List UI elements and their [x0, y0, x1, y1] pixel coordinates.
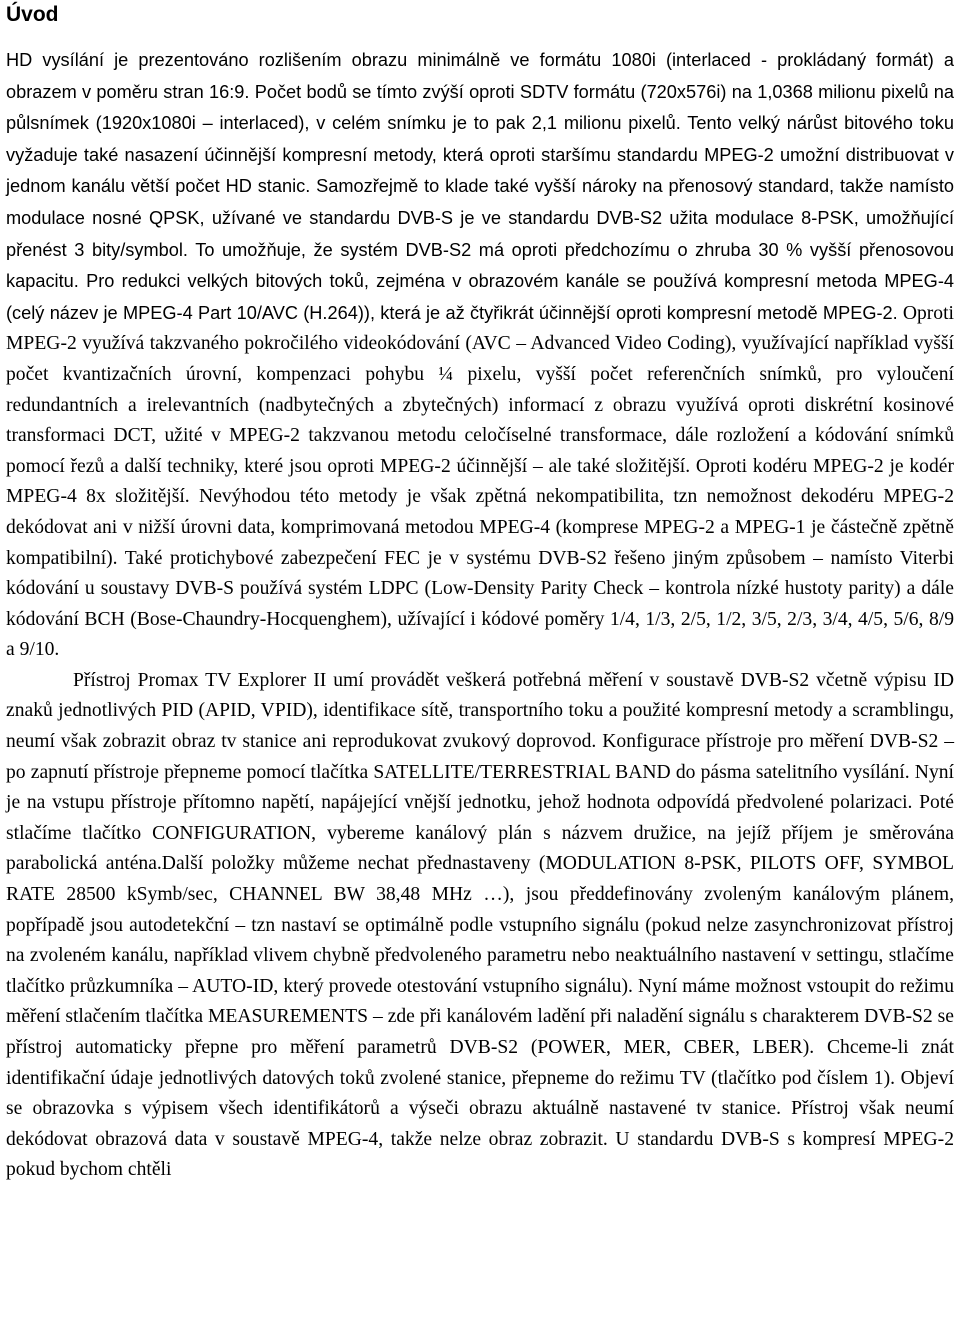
document-page: [6, 0, 954, 1186]
measurement-paragraph: [6, 666, 954, 1186]
intro-paragraph-serif-text: Oproti MPEG-2 využívá takzvaného pokročilého videokódování (AVC – Advanced Video Coding), využívající například vyšší počet kvantizačních úrovní, kompenzaci pohybu ¼ pixelu, vyšší počet referenčních snímků, pro vyloučení redundantních a irelevantních (nadbytečných a zbytečných) informací z obrazu využívá oproti diskrétní kosinové transformaci DCT, užité v MPEG-2 takzvanou metodu celočíselné transformace, dále rozložení a kódování snímků pomocí řezů a další techniky, které jsou oproti MPEG-2 účinnější – ale také složitější. Oproti kodéru MPEG-2 je kodér MPEG-4 8x složitější. Nevýhodou této metody je však zpětná nekompatibilita, tzn nemožnost dekodéru MPEG-2 dekódovat ani v nižší úrovni data, komprimovaná metodou MPEG-4 (komprese MPEG-2 a MPEG-1 je částečně zpětně kompatibilní). Také protichybové zabezpečení FEC je v systému DVB-S2 řešeno jiným způsobem – namísto Viterbi kódování u soustavy DVB-S používá systém LDPC (Low-Density Parity Check – kontrola nízké hustoty parity) a dále kódování BCH (Bose-Chaundry-Hocquenghem), užívající i kódové poměry 1/4, 1/3, 2/5, 1/2, 3/5, 2/3, 3/4, 4/5, 5/6, 8/9 a 9/10.: [6, 302, 954, 661]
intro-paragraph-sans-text: HD vysílání je prezentováno rozlišením obrazu minimálně ve formátu 1080i (interlaced - prokládaný formát) a obrazem v poměru stran 16:9. Počet bodů se tímto zvýší oproti SDTV formátu (720x576i) na 1,0368 milionu pixelů na půlsnímek (1920x1080i – interlaced), v celém snímku je to pak 2,1 milionu pixelů. Tento velký nárůst bitového toku vyžaduje také nasazení účinnější kompresní metody, která oproti staršímu standardu MPEG-2 umožní distribuovat v jednom kanálu větší počet HD stanic. Samozřejmě to klade také vyšší nároky na přenosový standard, takže namísto modulace nosné QPSK, užívané ve standardu DVB-S je ve standardu DVB-S2 užita modulace 8-PSK, umožňující přenést 3 bity/symbol. To umožňuje, že systém DVB-S2 má oproti předchozímu o zhruba 30 % vyšší přenosovou kapacitu. Pro redukci velkých bitových toků, zejména v obrazovém kanále se používá kompresní metoda MPEG-4 (celý název je MPEG-4 Part 10/AVC (H.264)), která je až čtyřikrát účinnější oproti kompresní metodě MPEG-2.: [6, 50, 954, 323]
measurement-paragraph-text: Přístroj Promax TV Explorer II umí provádět veškerá potřebná měření v soustavě DVB-S2 včetně výpisu ID znaků jednotlivých PID (APID, VPID), identifikace sítě, transportního toku a použité kompresní metody a scramblingu, neumí však zobrazit obraz tv stanice ani reprodukovat zvukový doprovod. Konfigurace přístroje pro měření DVB-S2 – po zapnutí přístroje přepneme pomocí tlačítka SATELLITE/TERRESTRIAL BAND do pásma satelitního vysílání. Nyní je na vstupu přístroje přítomno napětí, napájející vnější jednotku, jehož hodnota odpovídá předvolené polarizaci. Poté stlačíme tlačítko CONFIGURATION, vybereme kanálový plán s názvem družice, na jejíž příjem je směrována parabolická anténa.Další položky můžeme nechat přednastaveny (MODULATION 8-PSK, PILOTS OFF, SYMBOL RATE 28500 kSymb/sec, CHANNEL BW 38,48 MHz …), jsou předdefinovány zvoleným kanálovým plánem, popřípadě jsou autodetekční – tzn nastaví se optimálně podle vstupního signálu (pokud nelze zasynchronizovat přístroj na zvoleném kanálu, například vlivem chybně předvoleného parametru nebo neaktuálního nastavení v settingu, stlačíme tlačítko průzkumníka – AUTO-ID, který provede otestování vstupního signálu). Nyní máme možnost vstoupit do režimu měření stlačením tlačítka MEASUREMENTS – zde při kanálovém ladění při naladění signálu s charakterem DVB-S2 se přístroj automaticky přepne pro měření parametrů DVB-S2 (POWER, MER, CBER, LBER). Chceme-li znát identifikační údaje jednotlivých datových toků zvolené stanice, přepneme do režimu TV (tlačítko pod číslem 1). Objeví se obrazovka s výpisem všech identifikátorů a výseči obrazu aktuálně nastavené tv stanice. Přístroj však neumí dekódovat obrazová data v soustavě MPEG-4, takže nelze obraz zobrazit. U standardu DVB-S s kompresí MPEG-2 pokud bychom chtěli: [6, 669, 954, 1181]
section-heading: Úvod: [6, 3, 59, 26]
intro-paragraph: [6, 45, 954, 666]
